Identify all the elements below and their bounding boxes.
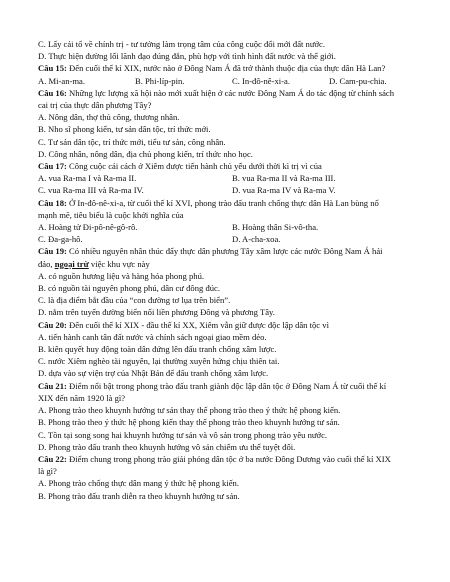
question-22-text-1: Điểm chung trong phong trào giải phóng dân tộc ở ba nước Đông Dương vào cuối thế kỉ XIX (69, 453, 391, 464)
question-21-text-1: Điểm nổi bật trong phong trào đấu tranh giành độc lập dân tộc ở Đông Nam Á từ cuối thế kỉ (69, 380, 387, 391)
q16-option-a: A. Nông dân, thợ thủ công, thương nhân. (38, 112, 180, 123)
question-19-text-2-pre: đảo, (38, 258, 55, 269)
question-18-text-2: mạnh mẽ, tiêu biểu là cuộc khởi nghĩa của (38, 209, 184, 220)
question-19 (38, 245, 426, 257)
question-19-text-1: Có nhiều nguyên nhân thúc đẩy thực dân phương Tây xâm lược các nước Đông Nam Á hải (69, 246, 383, 257)
q16-option-d: D. Công nhân, nông dân, địa chủ phong kiến, trí thức nho học. (38, 148, 253, 159)
question-19-emphasis: ngoại trừ (54, 258, 89, 269)
q17-option-a: A. vua Ra-ma I và Ra-ma II. (38, 173, 137, 184)
question-17 (38, 160, 426, 172)
question-20-text: Đến cuối thế kỉ XIX - đầu thế kỉ XX, Xiêm vẫn giữ được độc lập dân tộc vì (69, 319, 329, 330)
q20-option-a: A. tiến hành canh tân đất nước và chính sách ngoại giao mềm dẻo. (38, 331, 267, 342)
q22-option-a: A. Phong trào chống thực dân mang ý thức hệ phong kiến. (38, 478, 239, 489)
q15-option-b: B. Phi-líp-pin. (135, 75, 185, 86)
q18-option-a: A. Hoàng tử Đi-pô-nê-gô-rô. (38, 222, 138, 233)
question-21-text-2: XIX đến năm 1920 là gì? (38, 392, 126, 403)
q20-option-c: C. nước Xiêm nghèo tài nguyên, lại thường xuyên hứng chịu thiên tai. (38, 356, 280, 367)
q22-option-b: B. Phong trào đấu tranh diễn ra theo khuynh hướng tư sản. (38, 490, 240, 501)
question-18-options-row-1 (38, 221, 426, 233)
question-19-text-2-post: việc khu vực này (88, 258, 150, 269)
q21-option-b: B. Phong trào theo ý thức hệ phong kiến thay thế phong trào theo khuynh hướng tư sản. (38, 417, 340, 428)
question-22 (38, 453, 426, 465)
question-15-text: Đến cuối thế kỉ XIX, nước nào ở Đông Nam Á đã trở thành thuộc địa của thực dân Hà Lan? (69, 63, 386, 74)
q16-option-c: C. Tư sản dân tộc, trí thức mới, tiểu tư sản, công nhân. (38, 136, 226, 147)
question-20-number: Câu 20: (38, 319, 67, 330)
q18-option-d: D. A-cha-xoa. (232, 234, 281, 245)
question-17-options-row-1 (38, 172, 426, 184)
q19-option-b: B. có nguồn tài nguyên phong phú, dân cư đông đúc. (38, 283, 220, 294)
question-17-options-row-2 (38, 184, 426, 196)
question-15-options (38, 75, 426, 87)
q19-option-a: A. có nguồn hương liệu và hàng hóa phong phú. (38, 270, 205, 281)
question-21 (38, 380, 426, 392)
q20-option-d: D. dựa vào sự viện trợ của Nhật Bản để đấu tranh chống xâm lược. (38, 368, 269, 379)
question-19-number: Câu 19: (38, 246, 67, 257)
q17-option-c: C. vua Ra-ma III và Ra-ma IV. (38, 185, 144, 196)
q21-option-c: C. Tồn tại song song hai khuynh hướng tư sản và vô sản trong phong trào yêu nước. (38, 429, 328, 440)
question-19-text-2 (38, 258, 426, 270)
question-15-number: Câu 15: (38, 63, 67, 74)
q17-option-d: D. vua Ra-ma IV và Ra-ma V. (232, 185, 336, 196)
q18-option-b: B. Hoàng thân Si-vô-tha. (232, 222, 319, 233)
q19-option-c: C. là địa điểm bắt đầu của “con đường tơ lụa trên biển”. (38, 295, 231, 306)
q15-option-c: C. In-đô-nê-xi-a. (232, 75, 290, 86)
question-16-text-2: cai trị của thực dân phương Tây? (38, 100, 152, 111)
question-17-number: Câu 17: (38, 161, 67, 172)
q20-option-b: B. kiên quyết huy động toàn dân đứng lên đấu tranh chống xâm lược. (38, 344, 277, 355)
question-15 (38, 62, 426, 74)
question-18-options-row-2 (38, 233, 426, 245)
q18-option-c: C. Đa-ga-hô. (38, 234, 83, 245)
question-18-text-1: Ở In-đô-nê-xi-a, từ cuối thế kỉ XVI, phong trào đấu tranh chống thực dân Hà Lan bùng nổ (69, 197, 379, 208)
q21-option-a: A. Phong trào theo khuynh hướng tư sản thay thế phong trào theo ý thức hệ phong kiến. (38, 405, 341, 416)
question-22-text-2: là gì? (38, 466, 57, 477)
q16-option-b: B. Nho sĩ phong kiến, tư sản dân tộc, trí thức mới. (38, 124, 211, 135)
question-18-number: Câu 18: (38, 197, 67, 208)
q21-option-d: D. Phong trào đấu tranh theo khuynh hướng vô sản chiếm ưu thế tuyệt đối. (38, 441, 296, 452)
option-d-previous: D. Thực hiện đường lối lãnh đạo đúng đắn, phù hợp với tình hình đất nước và thế giới. (38, 51, 336, 62)
question-17-text: Công cuộc cải cách ở Xiêm được tiến hành chủ yếu dưới thời kì trị vì của (69, 161, 322, 172)
q15-option-a: A. Mi-an-ma. (38, 75, 86, 86)
question-16-number: Câu 16: (38, 87, 67, 98)
q17-option-b: B. vua Ra-ma II và Ra-ma III. (232, 173, 336, 184)
question-20 (38, 319, 426, 331)
question-16-text-1: Những lực lượng xã hội nào mới xuất hiện ở các nước Đông Nam Á do tác động từ chính sách (69, 87, 395, 98)
option-c-previous: C. Lấy cải tổ về chính trị - tư tưởng làm trọng tâm của công cuộc đổi mới đất nước. (38, 39, 326, 49)
question-22-number: Câu 22: (38, 453, 67, 464)
question-16 (38, 87, 426, 99)
question-21-number: Câu 21: (38, 380, 67, 391)
q19-option-d: D. nằm trên tuyến đường biển nối liền phương Đông và phương Tây. (38, 307, 275, 318)
q15-option-d: D. Cam-pu-chia. (329, 75, 387, 86)
question-18 (38, 197, 426, 209)
